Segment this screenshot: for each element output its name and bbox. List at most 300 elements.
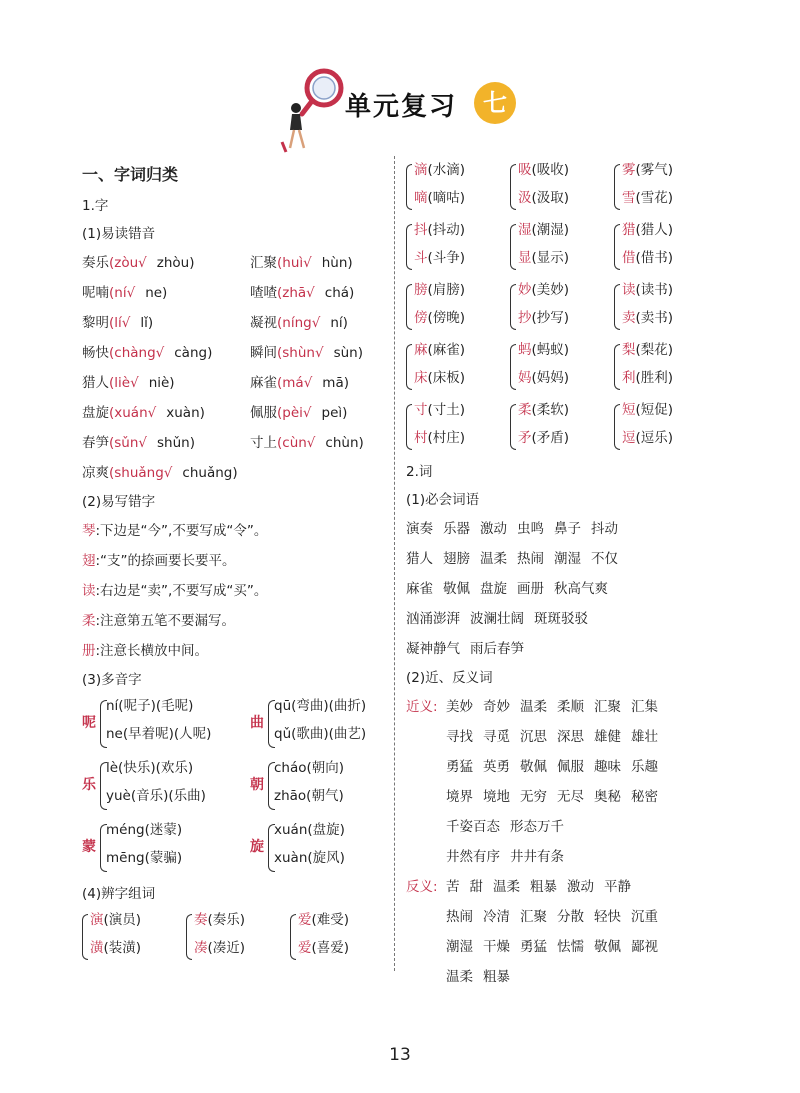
word: 温柔 <box>480 551 507 567</box>
pinyin-correct: (xuán√ <box>109 405 157 421</box>
group-word: (喜爱) <box>311 940 350 956</box>
char-group <box>614 278 714 334</box>
word: 热闹 <box>446 909 473 925</box>
word: 麻雀 <box>406 581 433 597</box>
pinyin-word: 瞬间 <box>250 345 277 361</box>
word: 寻找 <box>446 729 473 745</box>
group-word: (傍晚) <box>427 310 466 326</box>
char-group <box>510 278 610 334</box>
group-line <box>518 278 569 298</box>
char-group <box>406 338 506 394</box>
group-line <box>414 338 465 358</box>
pinyin-word: 猎人 <box>82 375 109 391</box>
word: 深思 <box>557 729 584 745</box>
word: 画册 <box>517 581 544 597</box>
pinyin-row <box>82 458 387 488</box>
pinyin-correct: (zòu√ <box>109 255 147 271</box>
poly-reading: ní(呢子)(毛呢) <box>106 698 194 714</box>
pinyin-item <box>82 398 205 428</box>
word: 汇聚 <box>520 909 547 925</box>
group-word: (短促) <box>635 402 674 418</box>
word: 潮湿 <box>446 939 473 955</box>
group-char: 吸 <box>518 162 532 178</box>
word: 勇猛 <box>520 939 547 955</box>
page-title: 单元复习 <box>345 92 458 122</box>
pinyin-item <box>250 278 354 308</box>
pinyin-correct: (liè√ <box>109 375 139 391</box>
brace <box>510 344 516 390</box>
brace <box>614 284 620 330</box>
word: 热闹 <box>517 551 544 567</box>
group-char: 读 <box>622 282 636 298</box>
word: 境地 <box>483 789 510 805</box>
group-char: 滴 <box>414 162 428 178</box>
word: 无尽 <box>557 789 584 805</box>
word: 勇猛 <box>446 759 473 775</box>
poly-reading: lè(快乐)(欢乐) <box>106 760 194 776</box>
brace <box>406 284 412 330</box>
pinyin-correct: (níng√ <box>277 315 321 331</box>
group-char: 梨 <box>622 342 636 358</box>
word: 斑斑驳驳 <box>534 611 588 627</box>
note-text: :“支”的捺画要长要平。 <box>95 553 236 569</box>
pinyin-row <box>82 248 387 278</box>
group-char: 短 <box>622 402 636 418</box>
pinyin-correct: (shuǎng√ <box>109 465 173 481</box>
group-word: (肩膀) <box>427 282 466 298</box>
brace <box>614 224 620 270</box>
poly-reading: xuàn(旋风) <box>274 850 345 866</box>
word: 平静 <box>604 879 631 895</box>
group-line <box>518 158 569 178</box>
group-char: 逗 <box>622 430 636 446</box>
word-row <box>406 902 746 932</box>
pinyin-correct: (huì√ <box>277 255 312 271</box>
word: 美妙 <box>446 699 473 715</box>
pinyin-row <box>82 278 387 308</box>
note-char: 读 <box>82 583 96 599</box>
group-char: 利 <box>622 370 636 386</box>
note-text: :下边是“今”,不要写成“令”。 <box>95 523 268 539</box>
pinyin-item <box>250 338 363 368</box>
group-char: 猎 <box>622 222 636 238</box>
group-char: 潢 <box>90 940 104 956</box>
word: 敬佩 <box>443 581 470 597</box>
group-char: 显 <box>518 250 532 266</box>
group-char: 柔 <box>518 402 532 418</box>
word: 佩服 <box>557 759 584 775</box>
group-line <box>622 246 673 266</box>
group-char: 嘀 <box>414 190 428 206</box>
group-line <box>414 366 465 386</box>
word-row <box>406 722 746 752</box>
group-line <box>518 218 569 238</box>
poly-char: 呢 <box>82 715 96 731</box>
word: 甜 <box>469 879 483 895</box>
brace <box>82 914 88 960</box>
group-line <box>90 908 141 928</box>
word: 翅膀 <box>443 551 470 567</box>
char-group <box>82 908 182 964</box>
word-row <box>406 692 746 722</box>
pinyin-wrong: ne) <box>145 285 168 301</box>
pinyin-item <box>82 338 212 368</box>
write-notes-list <box>82 516 387 666</box>
word-row <box>406 544 746 574</box>
group-line <box>622 426 673 446</box>
word: 寻觅 <box>483 729 510 745</box>
group-word: (雾气) <box>635 162 674 178</box>
group-char: 借 <box>622 250 636 266</box>
pinyin-correct: (zhā√ <box>277 285 315 301</box>
word: 温柔 <box>520 699 547 715</box>
note-char: 册 <box>82 643 96 659</box>
pinyin-item <box>250 428 364 458</box>
word-row <box>406 872 746 902</box>
sub-heading: (2)近、反义词 <box>406 670 493 686</box>
sub-heading: (4)辨字组词 <box>82 886 156 902</box>
pinyin-word: 凝视 <box>250 315 277 331</box>
word: 境界 <box>446 789 473 805</box>
group-word: (借书) <box>635 250 674 266</box>
word-label: 反义: <box>406 879 438 895</box>
char-group <box>614 338 714 394</box>
pinyin-word: 春笋 <box>82 435 109 451</box>
pinyin-item <box>250 248 353 278</box>
word: 英勇 <box>483 759 510 775</box>
group-char: 村 <box>414 430 428 446</box>
poly-reading: ne(早着呢)(人呢) <box>106 726 212 742</box>
pinyin-word: 寸上 <box>250 435 277 451</box>
word: 怯懦 <box>557 939 584 955</box>
group-line <box>518 306 569 326</box>
char-group-row <box>82 908 387 968</box>
group-char: 妙 <box>518 282 532 298</box>
word: 井井有条 <box>510 849 564 865</box>
poly-char: 乐 <box>82 777 96 793</box>
poly-reading: qǔ(歌曲)(曲艺) <box>274 726 367 742</box>
poly-reading: zhāo(朝气) <box>274 788 344 804</box>
char-group <box>406 278 506 334</box>
group-char: 矛 <box>518 430 532 446</box>
group-word: (嘀咕) <box>427 190 466 206</box>
poly-reading: yuè(音乐)(乐曲) <box>106 788 206 804</box>
group-word: (抖动) <box>427 222 466 238</box>
pinyin-correct: (shùn√ <box>277 345 324 361</box>
group-word: (抄写) <box>531 310 570 326</box>
pinyin-wrong: shǔn) <box>157 435 195 451</box>
polyphonic-item <box>250 818 400 880</box>
pinyin-word: 麻雀 <box>250 375 277 391</box>
group-word: (麻雀) <box>427 342 466 358</box>
pinyin-wrong: ní) <box>330 315 348 331</box>
group-line <box>518 426 569 446</box>
brace <box>614 344 620 390</box>
pinyin-word: 佩服 <box>250 405 277 421</box>
poly-reading: cháo(朝向) <box>274 760 345 776</box>
word: 冷清 <box>483 909 510 925</box>
word: 乐器 <box>443 521 470 537</box>
word: 干燥 <box>483 939 510 955</box>
group-line <box>414 218 465 238</box>
brace <box>406 344 412 390</box>
brace <box>406 224 412 270</box>
pinyin-wrong: chá) <box>324 285 355 301</box>
group-char: 妈 <box>518 370 532 386</box>
word: 不仅 <box>591 551 618 567</box>
word: 乐趣 <box>631 759 658 775</box>
pinyin-wrong: càng) <box>174 345 213 361</box>
char-group <box>510 218 610 274</box>
brace <box>614 164 620 210</box>
pinyin-item <box>250 308 348 338</box>
word: 潮湿 <box>554 551 581 567</box>
word: 粗暴 <box>483 969 510 985</box>
group-word: (汲取) <box>531 190 570 206</box>
group-word: (妈妈) <box>531 370 570 386</box>
polyphonic-item <box>82 818 232 880</box>
brace <box>406 164 412 210</box>
group-word: (显示) <box>531 250 570 266</box>
word: 奥秘 <box>594 789 621 805</box>
pinyin-wrong: lǐ) <box>140 315 154 331</box>
group-char: 卖 <box>622 310 636 326</box>
word: 汇聚 <box>594 699 621 715</box>
word: 分散 <box>557 909 584 925</box>
pinyin-item <box>82 458 238 488</box>
group-line <box>298 908 349 928</box>
pinyin-item <box>82 248 195 278</box>
char-group <box>406 398 506 454</box>
sub-heading: (3)多音字 <box>82 672 142 688</box>
word: 沉思 <box>520 729 547 745</box>
word: 雨后春笋 <box>470 641 524 657</box>
word: 猎人 <box>406 551 433 567</box>
pinyin-word: 黎明 <box>82 315 109 331</box>
sub-heading: (1)易读错音 <box>82 226 156 242</box>
unit-badge: 七 <box>474 82 516 124</box>
group-word: (装潢) <box>103 940 142 956</box>
word: 敬佩 <box>520 759 547 775</box>
pinyin-wrong: chùn) <box>325 435 364 451</box>
pinyin-row <box>82 428 387 458</box>
group-line <box>414 158 465 178</box>
pinyin-wrong: niè) <box>148 375 175 391</box>
pinyin-word: 凉爽 <box>82 465 109 481</box>
group-word: (胜利) <box>635 370 674 386</box>
group-word: (蚂蚁) <box>531 342 570 358</box>
note-char: 翅 <box>82 553 96 569</box>
sub-heading: 1.字 <box>82 198 109 214</box>
pinyin-item <box>250 398 347 428</box>
word-row <box>406 574 746 604</box>
group-line <box>518 366 569 386</box>
pinyin-row <box>82 308 387 338</box>
group-line <box>622 186 673 206</box>
pinyin-item <box>82 278 167 308</box>
word: 抖动 <box>591 521 618 537</box>
group-line <box>622 158 673 178</box>
word: 无穷 <box>520 789 547 805</box>
group-line <box>622 306 673 326</box>
word: 鼻子 <box>554 521 581 537</box>
word: 奇妙 <box>483 699 510 715</box>
char-group <box>406 218 506 274</box>
brace <box>510 284 516 330</box>
group-char: 爱 <box>298 912 312 928</box>
pinyin-item <box>250 368 349 398</box>
group-word: (村庄) <box>427 430 466 446</box>
group-word: (猎人) <box>635 222 674 238</box>
group-line <box>518 398 569 418</box>
write-note <box>82 546 387 576</box>
char-group <box>510 338 610 394</box>
group-word: (凑近) <box>207 940 246 956</box>
antonym-list <box>406 872 746 992</box>
word-row <box>406 634 746 664</box>
group-char: 抄 <box>518 310 532 326</box>
word: 千姿百态 <box>446 819 500 835</box>
word: 井然有序 <box>446 849 500 865</box>
group-word: (寸土) <box>427 402 466 418</box>
pinyin-correct: (pèi√ <box>277 405 312 421</box>
word: 温柔 <box>493 879 520 895</box>
group-char: 膀 <box>414 282 428 298</box>
word: 虫鸣 <box>517 521 544 537</box>
group-char: 床 <box>414 370 428 386</box>
group-word: (柔软) <box>531 402 570 418</box>
pinyin-correct: (sǔn√ <box>109 435 148 451</box>
pinyin-list <box>82 248 387 488</box>
group-word: (矛盾) <box>531 430 570 446</box>
poly-char: 曲 <box>250 715 264 731</box>
word: 苦 <box>446 879 460 895</box>
synonym-list <box>406 692 746 872</box>
page-number: 13 <box>389 1045 411 1065</box>
note-text: :注意第五笔不要漏写。 <box>95 613 236 629</box>
pinyin-item <box>82 368 175 398</box>
pinyin-item <box>82 308 153 338</box>
word: 沉重 <box>631 909 658 925</box>
word: 激动 <box>480 521 507 537</box>
word: 雄壮 <box>631 729 658 745</box>
group-line <box>298 936 349 956</box>
word-row <box>406 932 746 962</box>
char-group <box>614 218 714 274</box>
group-word: (床板) <box>427 370 466 386</box>
group-line <box>414 278 465 298</box>
word: 激动 <box>567 879 594 895</box>
group-word: (斗争) <box>427 250 466 266</box>
word: 形态万千 <box>510 819 564 835</box>
pinyin-wrong: sùn) <box>333 345 363 361</box>
pinyin-row <box>82 398 387 428</box>
group-line <box>622 366 673 386</box>
brace <box>510 164 516 210</box>
write-note <box>82 516 387 546</box>
group-word: (雪花) <box>635 190 674 206</box>
group-line <box>194 936 245 956</box>
group-char: 奏 <box>194 912 208 928</box>
char-group <box>406 158 506 214</box>
pinyin-word: 汇聚 <box>250 255 277 271</box>
right-column <box>406 158 746 992</box>
sub-heading: (1)必会词语 <box>406 492 480 508</box>
group-word: (读书) <box>635 282 674 298</box>
pinyin-correct: (cùn√ <box>277 435 316 451</box>
char-group-list <box>406 158 746 458</box>
pinyin-word: 奏乐 <box>82 255 109 271</box>
magnifier-girl-icon <box>278 64 348 154</box>
must-words-list <box>406 514 746 664</box>
group-word: (演员) <box>103 912 142 928</box>
word: 演奏 <box>406 521 433 537</box>
group-word: (奏乐) <box>207 912 246 928</box>
word: 汇集 <box>631 699 658 715</box>
pinyin-word: 畅快 <box>82 345 109 361</box>
poly-reading: méng(迷蒙) <box>106 822 183 838</box>
sub-heading: 2.词 <box>406 464 433 480</box>
char-group <box>510 158 610 214</box>
group-char: 雪 <box>622 190 636 206</box>
pinyin-item <box>82 428 195 458</box>
brace <box>510 224 516 270</box>
group-line <box>414 426 465 446</box>
char-group <box>614 398 714 454</box>
group-char: 演 <box>90 912 104 928</box>
brace <box>290 914 296 960</box>
word: 秘密 <box>631 789 658 805</box>
char-group <box>290 908 390 964</box>
word: 雄健 <box>594 729 621 745</box>
group-char: 凑 <box>194 940 208 956</box>
brace <box>510 404 516 450</box>
section-heading: 一、字词归类 <box>82 165 179 184</box>
poly-reading: xuán(盘旋) <box>274 822 345 838</box>
group-line <box>90 936 141 956</box>
word: 鄙视 <box>631 939 658 955</box>
group-char: 抖 <box>414 222 428 238</box>
group-line <box>518 246 569 266</box>
group-line <box>518 186 569 206</box>
note-text: :右边是“卖”,不要写成“买”。 <box>95 583 268 599</box>
word: 盘旋 <box>480 581 507 597</box>
group-char: 汲 <box>518 190 532 206</box>
group-word: (梨花) <box>635 342 674 358</box>
brace <box>186 914 192 960</box>
pinyin-wrong: xuàn) <box>166 405 205 421</box>
pinyin-correct: (ní√ <box>109 285 136 301</box>
word: 凝神静气 <box>406 641 460 657</box>
poly-reading: mēng(蒙骗) <box>106 850 183 866</box>
word-row <box>406 604 746 634</box>
word: 汹涌澎湃 <box>406 611 460 627</box>
group-word: (美妙) <box>531 282 570 298</box>
char-group <box>186 908 286 964</box>
word: 柔顺 <box>557 699 584 715</box>
group-char: 雾 <box>622 162 636 178</box>
note-text: :注意长横放中间。 <box>95 643 209 659</box>
poly-char: 蒙 <box>82 839 96 855</box>
word-row <box>406 782 746 812</box>
group-word: (吸收) <box>531 162 570 178</box>
group-word: (逗乐) <box>635 430 674 446</box>
brace <box>406 404 412 450</box>
polyphonic-item <box>82 756 232 818</box>
group-char: 麻 <box>414 342 428 358</box>
group-line <box>622 218 673 238</box>
pinyin-row <box>82 368 387 398</box>
